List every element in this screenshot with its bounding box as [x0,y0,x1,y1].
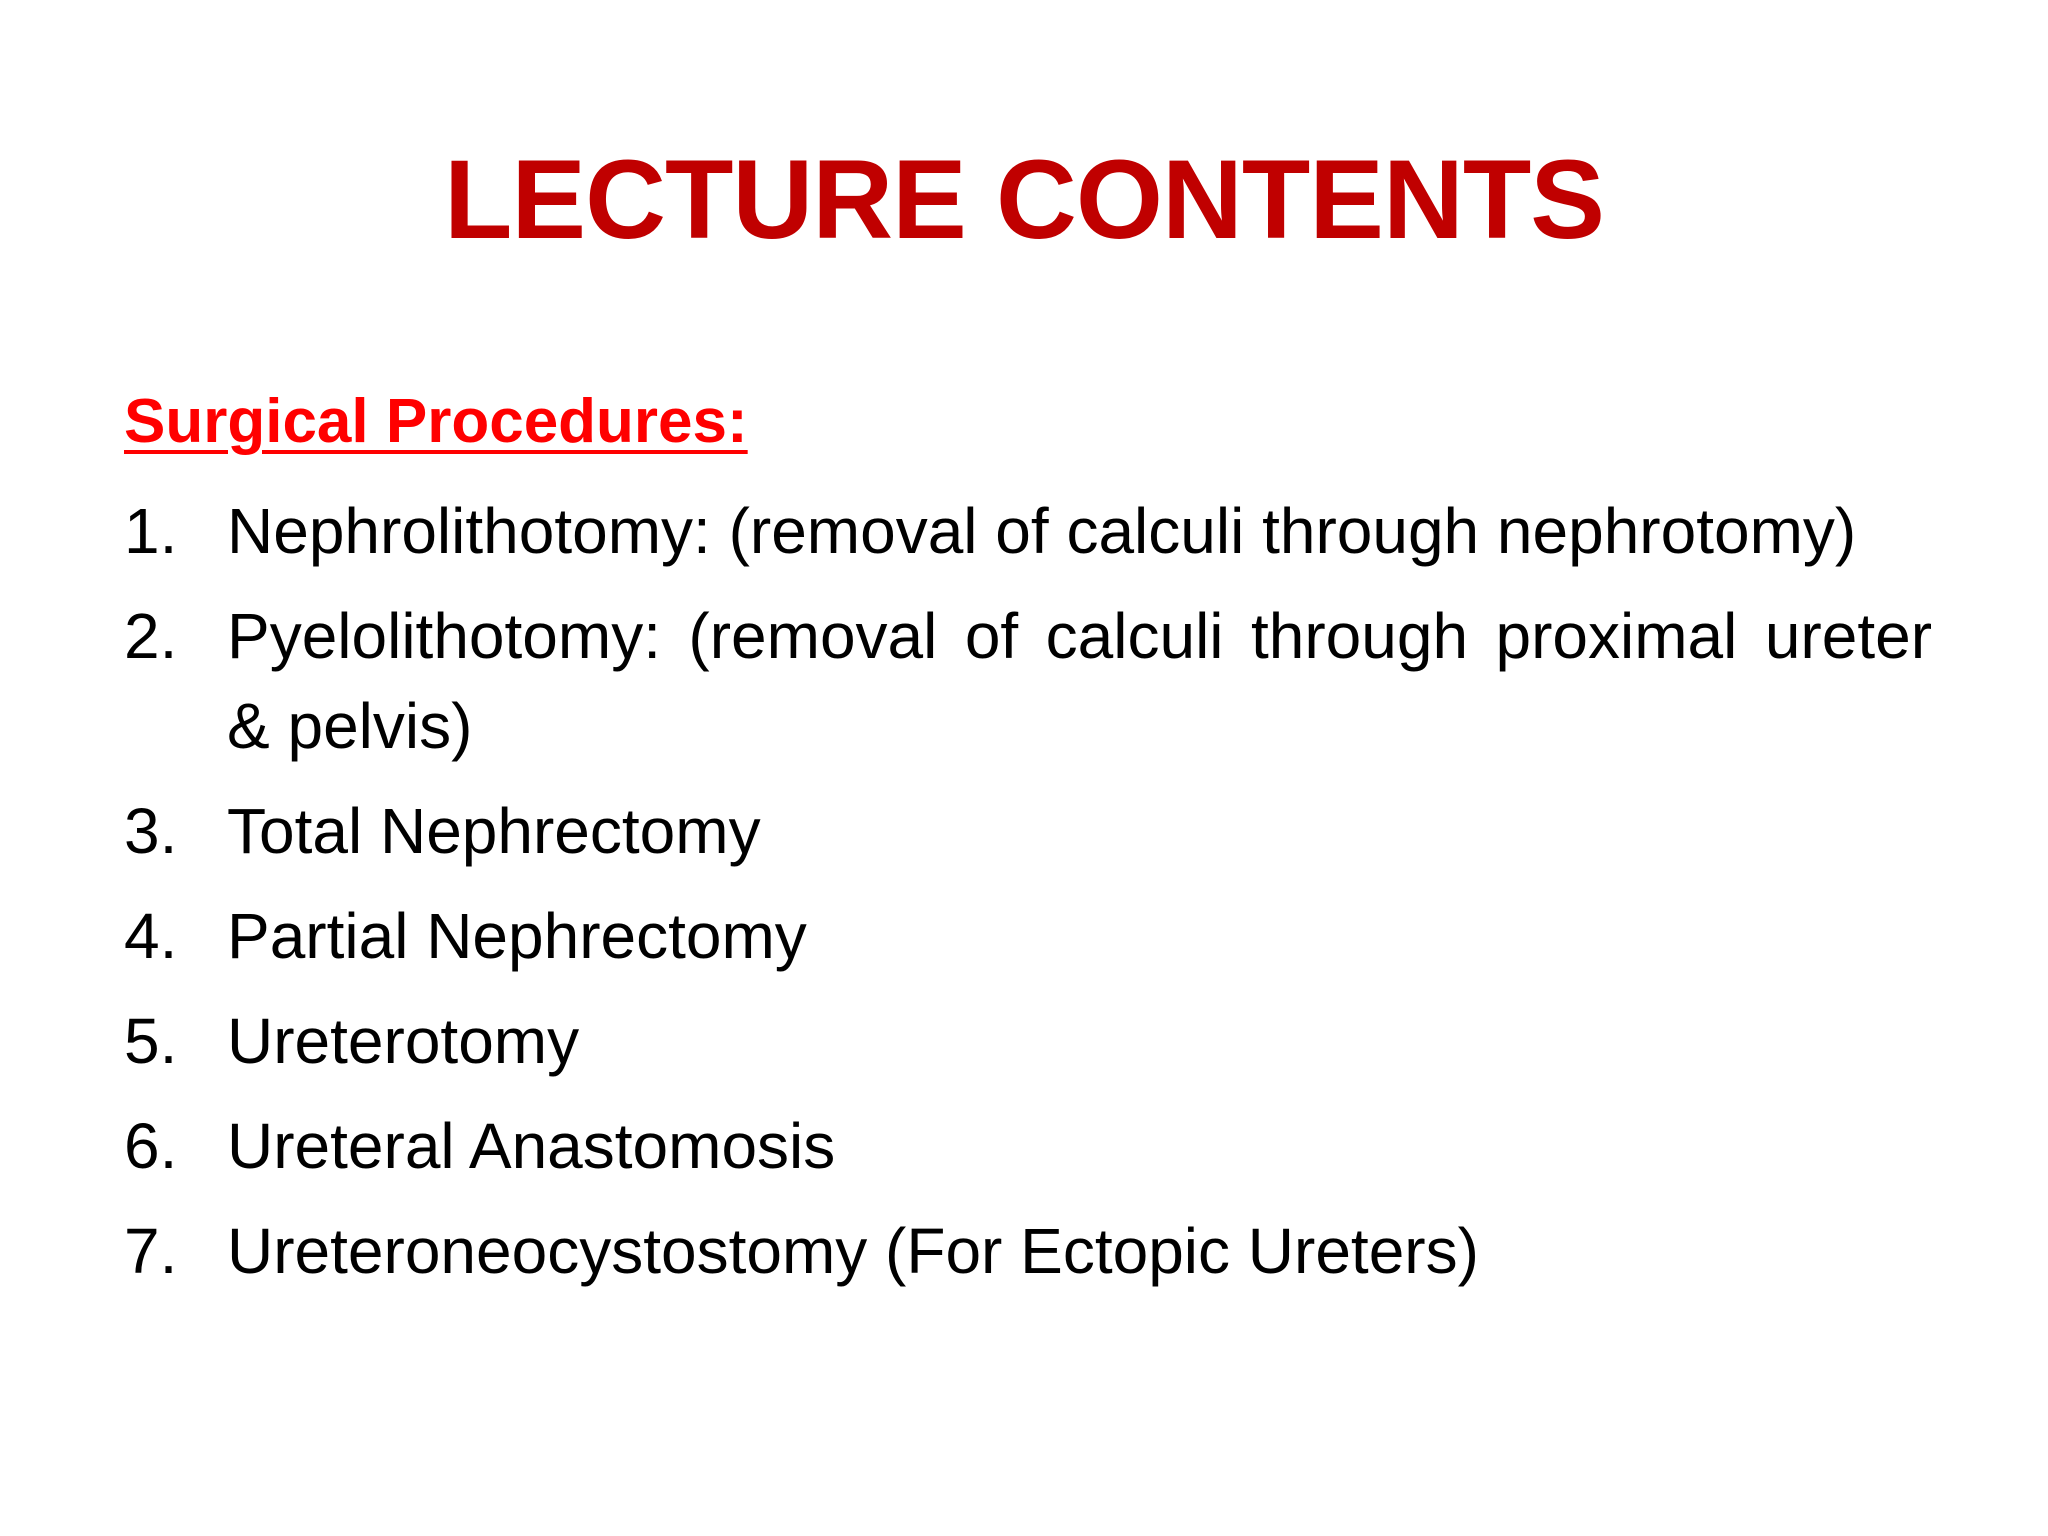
list-item-number: 4. [124,900,178,972]
list-item-number: 2. [124,600,178,672]
list-item-text: Pyelolithotomy: (removal of calculi through proximal ureter & pelvis) [227,600,1932,762]
list-item-text: Nephrolithotomy: (removal of calculi through nephrotomy) [227,495,1857,567]
list-item-number: 3. [124,795,178,867]
list-item [124,1206,1932,1296]
list-item [124,891,1932,981]
list-item-number: 7. [124,1215,178,1287]
procedure-list [124,486,1932,1311]
list-item-text: Total Nephrectomy [227,795,761,867]
section-heading: Surgical Procedures: [124,387,748,456]
list-item-number: 1. [124,495,178,567]
list-item-text: Ureteroneocystostomy (For Ectopic Ureters) [227,1215,1479,1287]
list-item-text: Ureterotomy [227,1005,580,1077]
list-item [124,591,1932,771]
slide-title: LECTURE CONTENTS [444,137,1604,262]
list-item-text: Partial Nephrectomy [227,900,807,972]
list-item-number: 6. [124,1110,178,1182]
list-item [124,786,1932,876]
list-item [124,996,1932,1086]
list-item [124,1101,1932,1191]
list-item [124,486,1932,576]
list-item-text: Ureteral Anastomosis [227,1110,836,1182]
list-item-number: 5. [124,1005,178,1077]
